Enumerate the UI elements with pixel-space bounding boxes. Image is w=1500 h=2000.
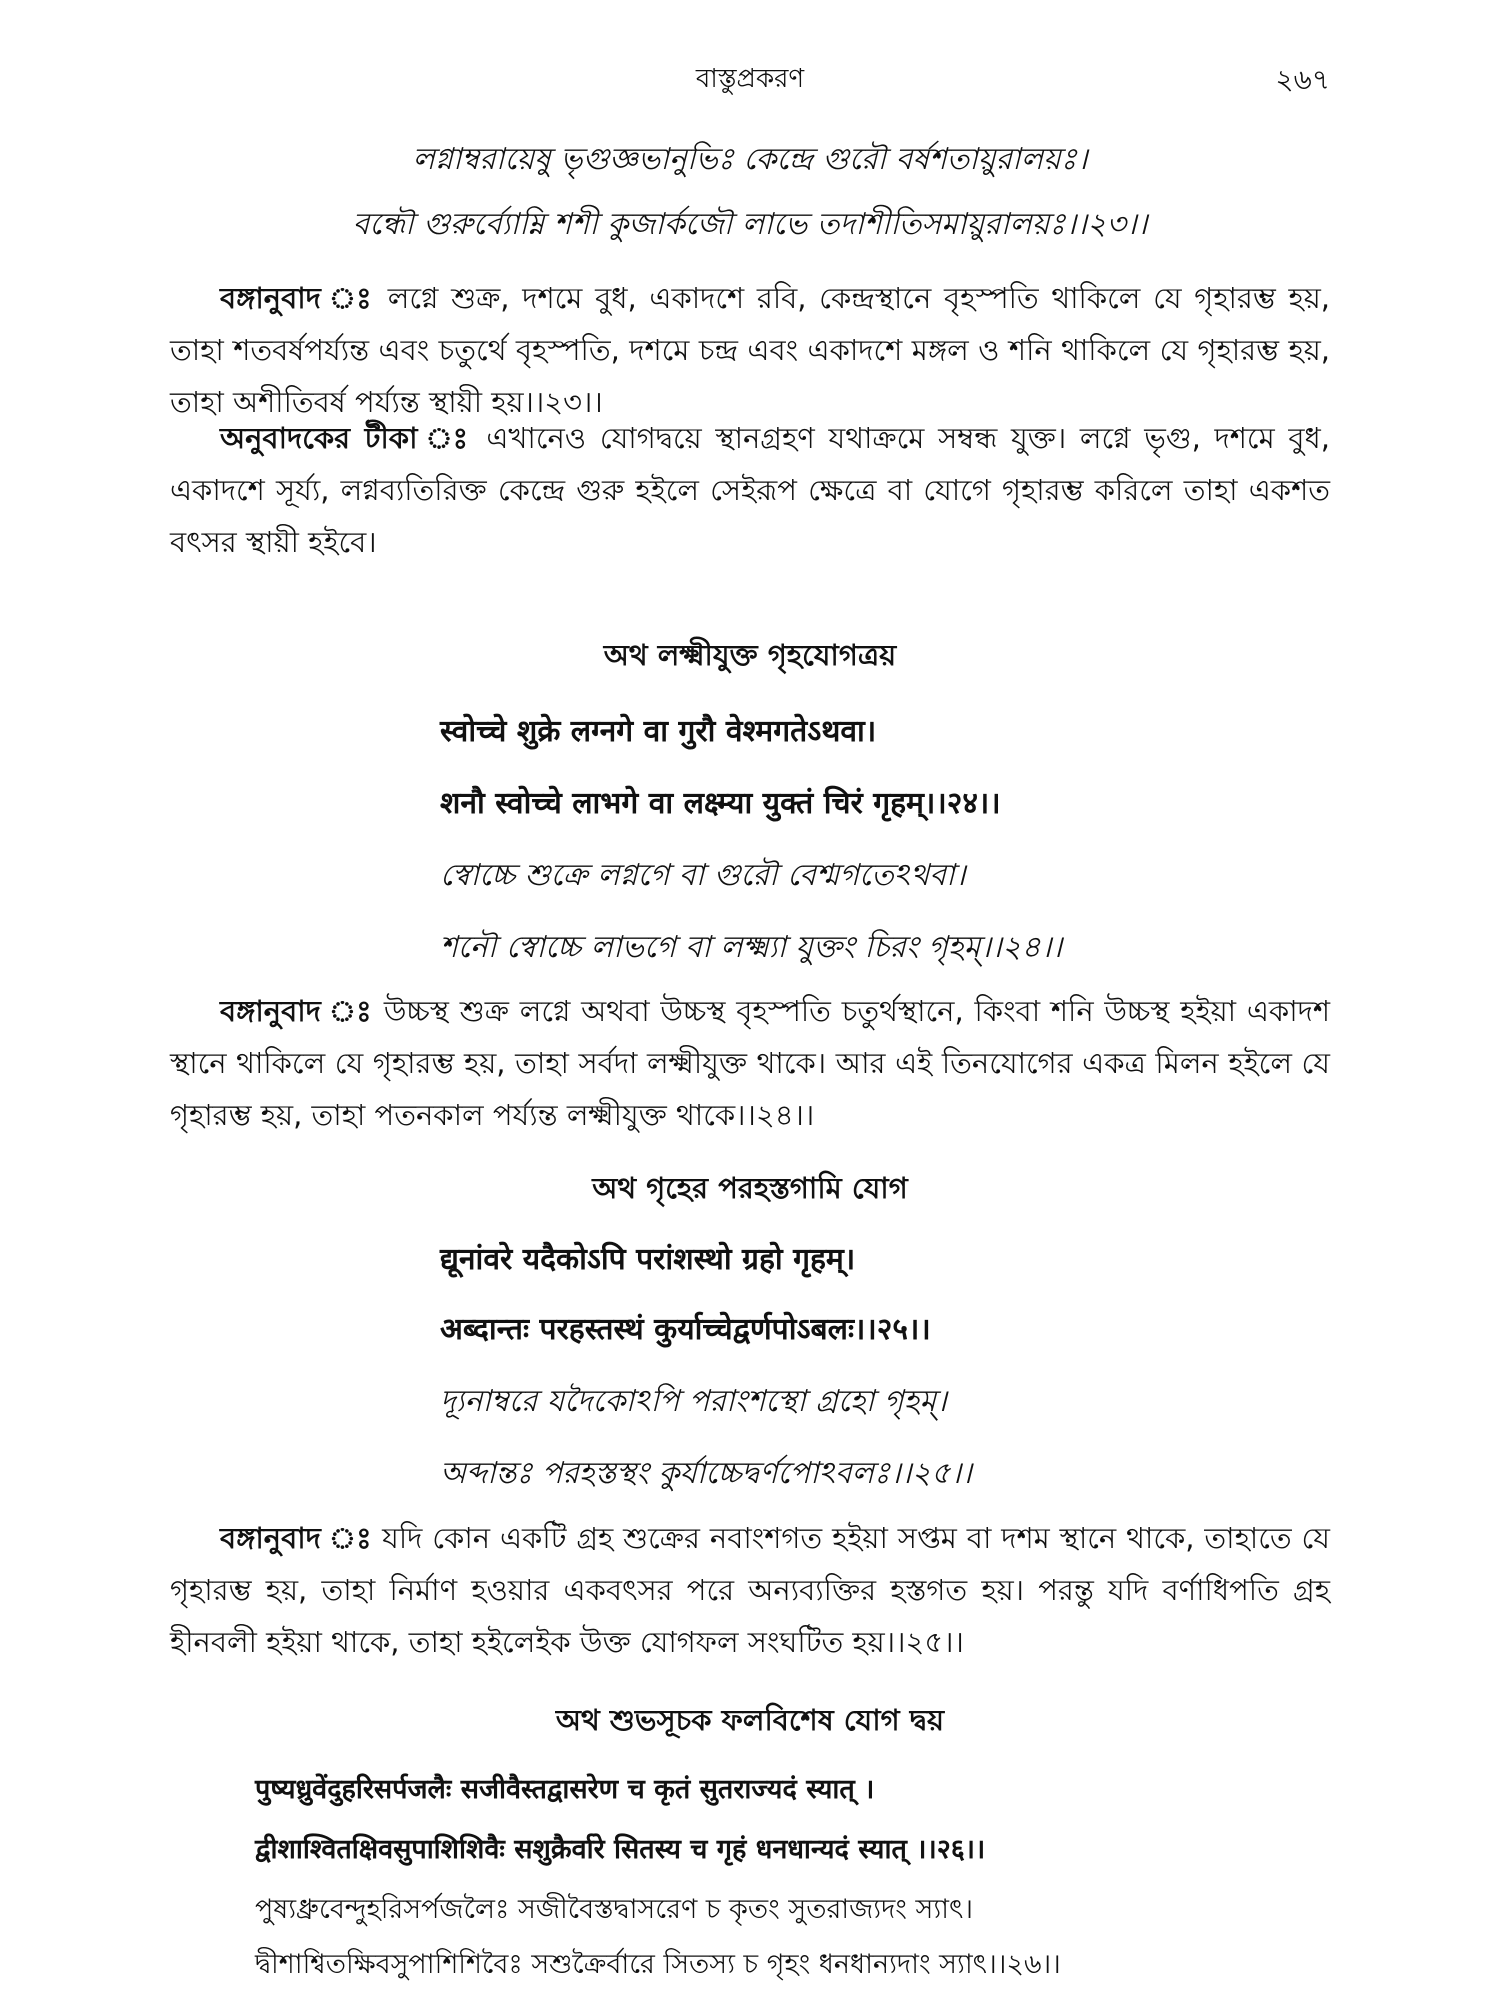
translation-25 — [170, 1512, 1330, 1668]
translation-label: বঙ্গানুবাদ ঃ — [220, 1521, 373, 1555]
verse-24-sanskrit-line-2: शनौ स्वोच्चे लाभगे वा लक्ष्म्या युक्तं चिरं गृहम्।।२४।। — [440, 786, 1001, 821]
section-25-heading: অথ গৃহের পরহস্তগামি যোগ — [592, 1171, 908, 1205]
verse-23-bengali-line-2: বন্ধৌ গুরুর্ব্যোম্নি শশী কুজার্কজৌ লাভে তদাশীতিসমায়ুরালয়ঃ।।২৩।। — [352, 207, 1148, 242]
translation-text: উচ্চস্থ শুক্র লগ্নে অথবা উচ্চস্থ বৃহস্পতি চতুর্থস্থানে, কিংবা শনি উচ্চস্থ হইয়া একাদশ স্থানে থাকিলে যে গৃহারম্ভ হয়, তাহা সর্বদা লক্ষ্মীযুক্ত থাকে। আর এই তিনযোগের একত্র মিলন হইলে যে গৃহারম্ভ হয়, তাহা পতনকাল পর্য্যন্ত লক্ষ্মীযুক্ত থাকে।।২৪।। — [170, 994, 1331, 1132]
commentary-23 — [170, 412, 1330, 568]
verse-24-bengali-line-2: শনৌ স্বোচ্চে লাভগে বা লক্ষ্ম্যা যুক্তং চিরং গৃহম্।।২৪।। — [440, 930, 1063, 965]
page-header — [0, 58, 1500, 98]
verse-26-sanskrit-line-1: पुष्यध्रुवेंदुहरिसर्पजलैः सजीवैस्तद्वासरेण च कृतं सुतराज्यदं स्यात् । — [255, 1774, 875, 1805]
verse-25-sanskrit-line-2: अब्दान्तः परहस्तस्थं कुर्याच्चेद्वर्णपोऽबलः।।२५।। — [440, 1312, 931, 1347]
translation-text: লগ্নে শুক্র, দশমে বুধ, একাদশে রবি, কেন্দ্রস্থানে বৃহস্পতি থাকিলে যে গৃহারম্ভ হয়, তাহা শতবর্ষপর্য্যন্ত এবং চতুর্থে বৃহস্পতি, দশমে চন্দ্র এবং একাদশে মঙ্গল ও শনি থাকিলে যে গৃহারম্ভ হয়, তাহা অশীতিবর্ষ পর্য্যন্ত স্থায়ী হয়।।২৩।। — [170, 281, 1331, 419]
verse-25-sanskrit-line-1: द्यूनांवरे यदैकोऽपि परांशस्थो ग्रहो गृहम्। — [440, 1242, 856, 1277]
translation-label: বঙ্গানুবাদ ঃ — [220, 994, 374, 1028]
verse-26-bengali-line-2: দ্বীশাশ্বিতক্ষিবসুপাশিশিবৈঃ সশুক্রৈর্বারে সিতস্য চ গৃহং ধনধান্যদাং স্যাৎ।।২৬।। — [255, 1949, 1061, 1980]
verse-26-sanskrit-line-2: द्वीशाश्वितक्षिवसुपाशिशिवैः सशुक्रैर्वारे सितस्य च गृहं धनधान्यदं स्यात् ।।२६।। — [255, 1834, 986, 1865]
verse-25-bengali-line-2: অব্দান্তঃ পরহস্তস্থং কুর্যাচ্চেদ্বর্ণপোঽবলঃ।।২৫।। — [440, 1456, 972, 1491]
translation-label: বঙ্গানুবাদ ঃ — [220, 281, 376, 315]
section-26-heading: অথ শুভসূচক ফলবিশেষ যোগ দ্বয় — [555, 1703, 945, 1737]
translation-text: যদি কোন একটি গ্রহ শুক্রের নবাংশগত হইয়া সপ্তম বা দশম স্থানে থাকে, তাহাতে যে গৃহারম্ভ হয়, তাহা নির্মাণ হওয়ার একবৎসর পরে অন্যব্যক্তির হস্তগত হয়। পরন্তু যদি বর্ণাধিপতি গ্রহ হীনবলী হইয়া থাকে, তাহা হইলেইক উক্ত যোগফল সংঘটিত হয়।।২৫।। — [170, 1521, 1330, 1659]
verse-24-bengali-line-1: স্বোচ্চে শুক্রে লগ্নগে বা গুরৌ বেশ্মগতেঽথবা। — [440, 858, 966, 893]
verse-25-bengali-line-1: দ্যূনাম্বরে যদৈকোঽপি পরাংশস্থো গ্রহো গৃহম্। — [440, 1384, 947, 1419]
running-title: বাস্তুপ্রকরণ — [695, 64, 805, 94]
commentary-text: এখানেও যোগদ্বয়ে স্থানগ্রহণ যথাক্রমে সম্বন্ধ যুক্ত। লগ্নে ভৃগু, দশমে বুধ, একাদশে সূর্য্য, লগ্নব্যতিরিক্ত কেন্দ্রে গুরু হইলে সেইরূপ ক্ষেত্রে বা যোগে গৃহারম্ভ করিলে তাহা একশত বৎসর স্থায়ী হইবে। — [170, 421, 1330, 559]
section-24-heading: অথ লক্ষ্মীযুক্ত গৃহযোগত্রয় — [603, 638, 897, 672]
verse-23-bengali-line-1: লগ্নাম্বরায়েষু ভৃগুজ্ঞভানুভিঃ কেন্দ্রে গুরৌ বর্ষশতায়ুরালয়ঃ। — [412, 142, 1088, 177]
translation-23 — [170, 272, 1330, 428]
page-number: ২৬৭ — [1275, 63, 1330, 96]
verse-24-sanskrit-line-1: स्वोच्चे शुक्रे लग्नगे वा गुरौ वेश्मगतेऽथवा। — [440, 714, 877, 749]
verse-26-bengali-line-1: পুষ্যধ্রুবেন্দুহরিসর্পজলৈঃ সজীবৈস্তদ্বাসরেণ চ কৃতং সুতরাজ্যদং স্যাৎ। — [255, 1894, 974, 1925]
translation-24 — [170, 985, 1330, 1141]
commentary-label: অনুবাদকের টীকা ঃ — [220, 421, 473, 455]
